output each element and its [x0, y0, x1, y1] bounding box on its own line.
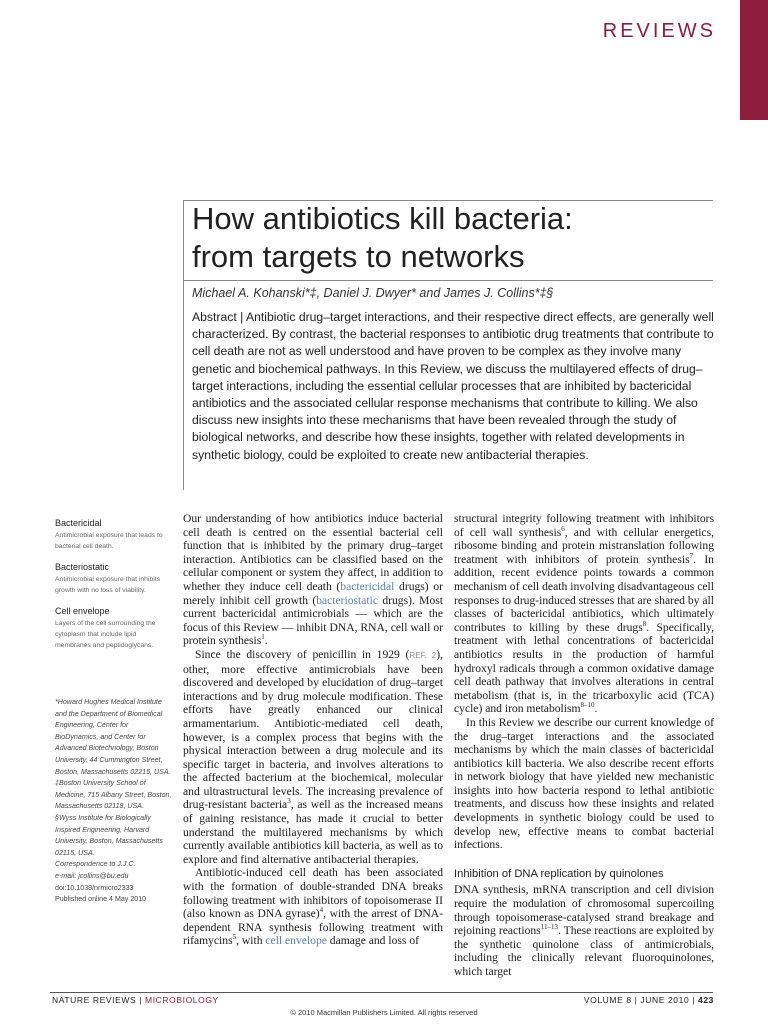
glossary-term: Cell envelope [55, 606, 110, 616]
copyright-notice: © 2010 Macmillan Publishers Limited. All rights reserved [290, 1008, 478, 1017]
glossary-definition: Layers of the cell surrounding the cytoplasm that include lipid membranes and peptidoglycans. [55, 620, 156, 649]
glossary-definition: Antimicrobial exposure that leads to bacterial cell death. [55, 532, 163, 550]
glossary-link-bactericidal[interactable]: bactericidal [340, 579, 395, 593]
glossary-sidebar [55, 518, 173, 661]
section-heading: Inhibition of DNA replication by quinolones [454, 867, 664, 880]
volume: VOLUME 8 [583, 995, 632, 1005]
email-link[interactable]: e-mail: jcollins@bu.edu [55, 871, 129, 880]
citation[interactable]: 4 [319, 906, 324, 915]
text-run: Antibiotic-induced cell death has been associated with the formation of double-stranded DNA breaks following treatment with inhibitors of topoisomerase II (also known as DNA gyrase) [183, 866, 443, 921]
text-run: drugs). Most current bactericidal antimicrobials — which are the focus of this Review — inhibit DNA, RNA, cell wall or protein synthesis [183, 593, 443, 648]
issue-date: JUNE 2010 [640, 995, 690, 1005]
body-column-2 [454, 512, 714, 979]
body-column-1 [183, 512, 443, 948]
text-run: drugs) or merely inhibit cell growth ( [183, 579, 443, 607]
title-under-rule [183, 280, 713, 281]
author-affiliations [55, 697, 173, 906]
text-run: . These reactions are exploited by the synthetic quinolone class of antimicrobials, including the clinically relevant fluoroquinolones, which target [454, 924, 714, 978]
title-line-2: from targets to networks [192, 239, 525, 274]
section-tab-bar [740, 0, 768, 120]
text-run: ), other, more effective antimicrobials have been discovered and developed by elucidation of drug–target interactions and by drug molecule modification. These efforts have greatly enhanced our clinical armamentarium. Antibiotic-mediated cell death, however, is a complex process that begins with the physical interaction between a drug molecule and its specific target in bacteria, and involves alterations to the affected bacterium at the biochemical, molecular and ultrastructural levels. The increasing prevalence of drug-resistant bacteria [183, 647, 443, 812]
text-run: , with [236, 934, 266, 948]
footer-rule [50, 992, 713, 993]
page-number: 423 [698, 995, 714, 1005]
title-left-rule [183, 200, 184, 490]
glossary-item [55, 606, 173, 651]
glossary-term: Bacteriostatic [55, 562, 110, 572]
abstract [192, 309, 722, 464]
glossary-term: Bactericidal [55, 518, 102, 528]
paragraph [183, 866, 443, 948]
citation[interactable]: 5 [232, 933, 237, 942]
footer-issue: VOLUME 8 | JUNE 2010 | 423 [583, 995, 714, 1005]
text-run: DNA synthesis, mRNA transcription and cell division require the modulation of chromosomal supercoiling through topoisomerase-catalysed strand breakage and rejoining reactions [454, 883, 714, 938]
paragraph [454, 883, 714, 978]
citation[interactable]: 1 [261, 633, 265, 642]
text-run: . [594, 702, 598, 716]
glossary-item [55, 518, 173, 552]
article-title [192, 200, 732, 276]
paragraph: In this Review we describe our current knowledge of the drug–target interactions and the associated mechanisms by which the main classes of bactericidal antibiotics kill bacteria. We also describe recent efforts in network biology that have yielded new mechanistic insights into how bacteria respond to lethal antibiotic treatments, and discuss how these insights and related developments in synthetic biology could be used to develop new, effective means to combat bacterial infections. [454, 715, 714, 852]
text-run: Since the discovery of penicillin in 1929 ( [195, 647, 410, 661]
text-run: . Specifically, treatment with lethal concentrations of bactericidal antibiotics results in the production of harmful hydroxyl radicals through a common oxidative damage cell death pathway that involves alterations in central metabolism (that is, in the tricarboxylic acid (TCA) cycle) and iron metabolism [454, 620, 714, 716]
text-run: , as well as the increased means of gaining resistance, has made it crucial to better understand the multilayered mechanisms by which currently available antibiotics kill bacteria, as well as to explore and find alternative antibacterial therapies. [183, 798, 443, 866]
correspondence: Correspondence to J.J.C. [55, 860, 136, 869]
glossary-link-cell-envelope[interactable]: cell envelope [265, 934, 327, 948]
abstract-text: Antibiotic drug–target interactions, and their respective direct effects, are generally well characterized. By contrast, the bacterial responses to antibiotic drug treatments that contribute to cell death are not as well understood and have proven to be complex as they involve many genetic and biochemical pathways. In this Review, we discuss the multilayered effects of drug–target interactions, including the essential cellular processes that are inhibited by bactericidal antibiotics and the associated cellular response mechanisms that contribute to killing. We also discuss new insights into these mechanisms that have been revealed through the study of biological networks, and describe how these insights, together with related developments in synthetic biology, could be exploited to create new antibacterial therapies. [192, 310, 714, 462]
glossary-item [55, 562, 173, 596]
author-list: Michael A. Kohanski*‡, Daniel J. Dwyer* and James J. Collins*‡§ [192, 286, 554, 300]
text-run: . [264, 634, 268, 648]
citation[interactable]: 8–10 [580, 701, 595, 710]
paragraph [183, 648, 443, 867]
affiliation-2: ‡Boston University School of Medicine, 715 Albany Street, Boston, Massachusetts 02118, USA. [55, 779, 172, 811]
citation[interactable]: 3 [287, 797, 291, 806]
affiliation-3: §Wyss Institute for Biologically Inspired Engineering, Harvard University, Boston, Massachusetts 02115, USA. [55, 813, 163, 857]
text-run: , with the arrest of DNA-dependent RNA synthesis following treatment with rifamycins [183, 907, 443, 948]
abstract-label: Abstract | [192, 310, 244, 324]
journal-name: NATURE REVIEWS [52, 995, 137, 1005]
affiliation-1: *Howard Hughes Medical Institute and the Department of Biomedical Engineering, Center for BioDynamics, and Center for Advanced Biotechnology, Boston University, 44 Cummington Street, Boston, Massachusetts 02215, USA. [55, 698, 171, 776]
text-run: . In addition, recent evidence points towards a common mechanism of cell death involving disadvantageous cell responses to drug-induced stresses that are shared by all classes of bactericidal antibiotics, which ultimately contributes to killing by these drugs [454, 552, 714, 634]
paragraph [454, 512, 714, 716]
text-run: , and with cellular energetics, ribosome binding and protein mistranslation following treatment with inhibitors of protein synthesis [454, 525, 714, 566]
reference-link[interactable]: REF. 2 [409, 650, 437, 660]
footer-journal: NATURE REVIEWS | MICROBIOLOGY [52, 995, 219, 1005]
text-run: Our understanding of how antibiotics induce bacterial cell death is centred on the essential bacterial cell function that is inhibited by the primary drug–target interaction. Antibiotics can be classified based on the cellular component or system they affect, in addition to whether they induce cell death ( [183, 512, 443, 593]
citation[interactable]: 8 [642, 619, 647, 628]
citation[interactable]: 11–13 [540, 923, 558, 932]
title-line-1: How antibiotics kill bacteria: [192, 201, 573, 236]
glossary-definition: Antimicrobial exposure that inhibits growth with no loss of viability. [55, 576, 161, 594]
section-label: REVIEWS [602, 20, 716, 42]
doi: doi:10.1038/nrmicro2333 [55, 883, 134, 892]
glossary-link-bacteriostatic[interactable]: bacteriostatic [316, 593, 378, 607]
citation[interactable]: 7 [689, 551, 694, 560]
journal-section: MICROBIOLOGY [145, 995, 219, 1005]
publish-date: Published online 4 May 2010 [55, 895, 147, 904]
text-run: damage and loss of [326, 934, 419, 948]
paragraph [183, 512, 443, 648]
citation[interactable]: 6 [561, 524, 565, 533]
text-run: structural integrity following treatment with inhibitors of cell wall synthesis [454, 512, 714, 539]
